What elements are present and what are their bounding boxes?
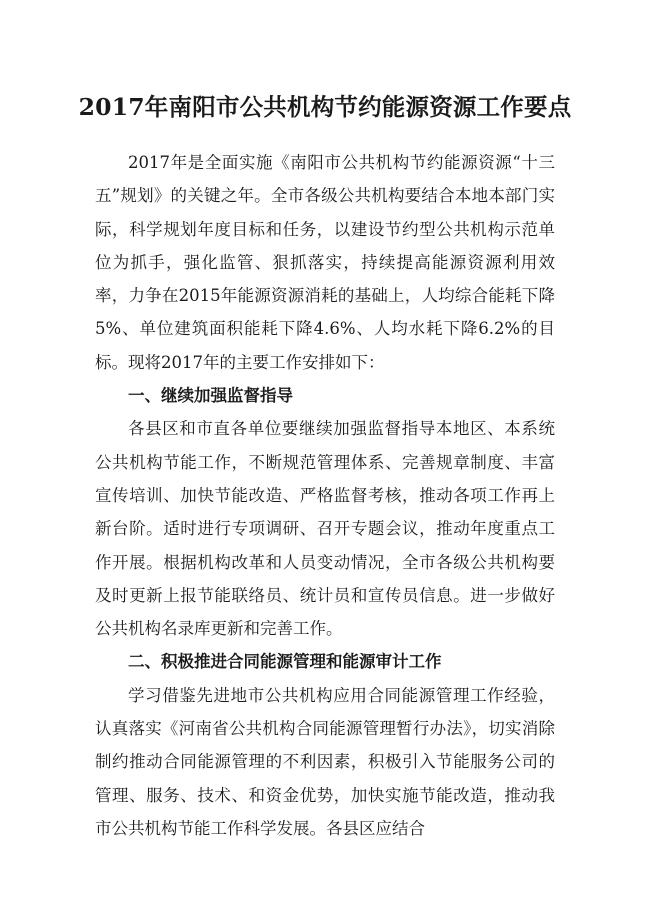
document-title: 2017年南阳市公共机构节约能源资源工作要点 <box>78 93 572 121</box>
document-body <box>95 146 555 845</box>
section-heading-1: 一、继续加强监督指导 <box>128 386 293 406</box>
section-body-1: 各县区和市直各单位要继续加强监督指导本地区、本系统公共机构节能工作，不断规范管理体系、完善规章制度、丰富宣传培训、加快节能改造、严格监督考核，推动各项工作再上新台阶。适时进行专项调研、召开专题会议，推动年度重点工作开展。根据机构改革和人员变动情况，全市各级公共机构要及时更新上报节能联络员、统计员和宣传员信息。进一步做好公共机构名录库更新和完善工作。 <box>95 419 555 639</box>
intro-paragraph: 2017年是全面实施《南阳市公共机构节约能源资源“十三五”规划》的关键之年。全市各级公共机构要结合本地本部门实际，科学规划年度目标和任务，以建设节约型公共机构示范单位为抓手，强化监管、狠抓落实，持续提高能源资源利用效率，力争在2015年能源资源消耗的基础上，人均综合能耗下降5%、单位建筑面积能耗下降4.6%、人均水耗下降6.2%的目标。现将2017年的主要工作安排如下： <box>95 153 555 372</box>
section-body-2: 学习借鉴先进地市公共机构应用合同能源管理工作经验，认真落实《河南省公共机构合同能源管理暂行办法》，切实消除制约推动合同能源管理的不利因素，积极引入节能服务公司的管理、服务、技术、和资金优势，加快实施节能改造，推动我市公共机构节能工作科学发展。各县区应结合 <box>95 685 555 838</box>
section-heading-2: 二、积极推进合同能源管理和能源审计工作 <box>128 652 442 672</box>
